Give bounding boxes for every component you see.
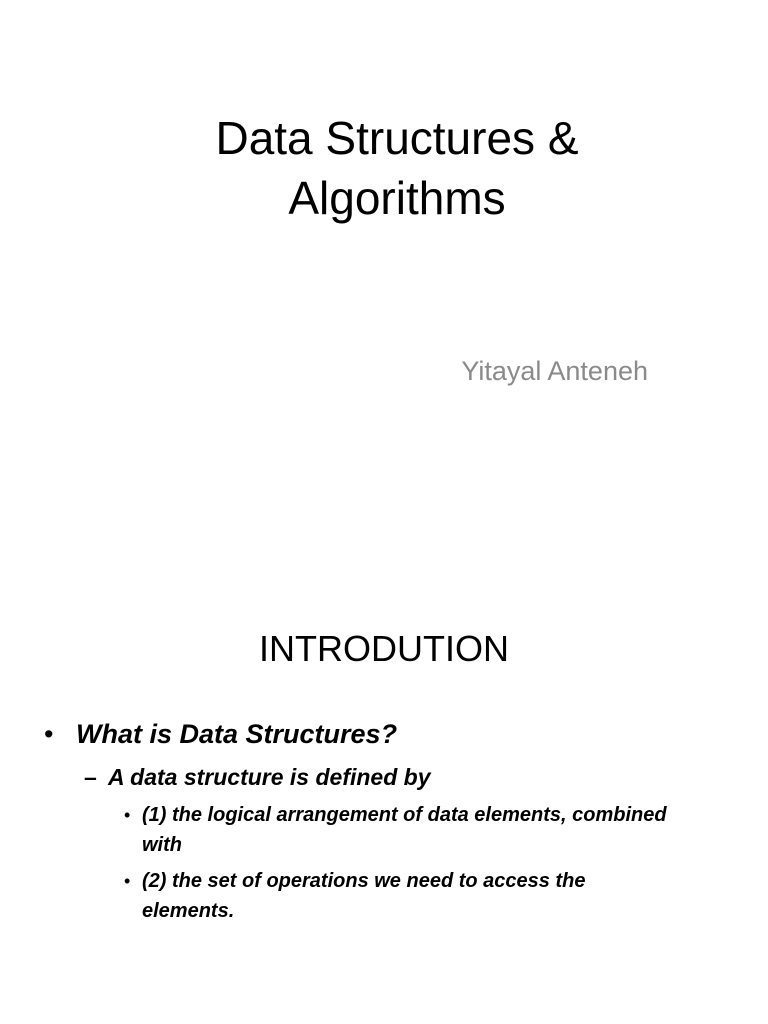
bullet-text: What is Data Structures? (76, 719, 398, 749)
author-name: Yitayal Anteneh (461, 356, 648, 386)
introduction-title: INTRODUTION (259, 628, 509, 669)
dash-marker: – (84, 764, 97, 790)
bullet-list (0, 716, 768, 926)
bullet-text: (2) the set of operations we need to access the elements. (142, 870, 586, 922)
bullet-marker: • (124, 805, 131, 825)
bullet-level-1 (0, 716, 768, 752)
bullet-text: A data structure is defined by (108, 764, 431, 790)
slide-title-line-1: Data Structures & (215, 112, 579, 164)
bullet-level-2 (0, 762, 768, 792)
bullet-level-3-item-2 (0, 866, 768, 926)
bullet-text: (1) the logical arrangement of data elements, combined with (142, 804, 667, 856)
slide-title-line-2: Algorithms (288, 172, 506, 224)
slide-title (0, 108, 768, 228)
bullet-marker: • (124, 871, 131, 891)
introduction-slide (0, 576, 768, 1024)
bullet-marker: • (44, 719, 54, 749)
bullet-level-3-item-1 (0, 800, 768, 860)
